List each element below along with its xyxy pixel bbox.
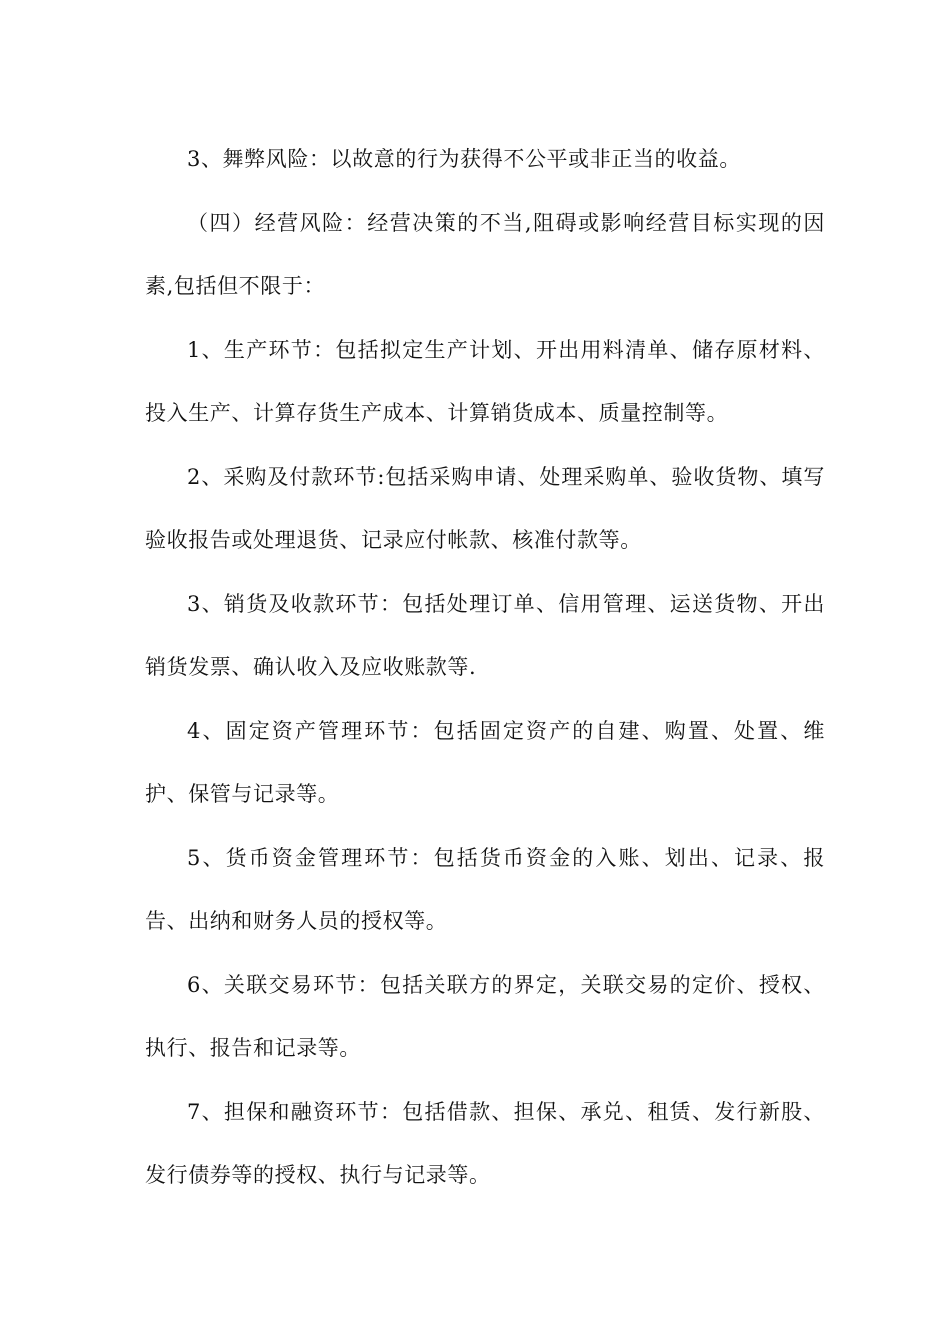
- paragraph-purchasing: 2、采购及付款环节:包括采购申请、处理采购单、验收货物、填写验收报告或处理退货、记录应付帐款、核准付款等。: [145, 464, 825, 552]
- paragraph-fixed-assets: 4、固定资产管理环节：包括固定资产的自建、购置、处置、维护、保管与记录等。: [145, 718, 825, 806]
- paragraph-guarantee-financing: 7、担保和融资环节：包括借款、担保、承兑、租赁、发行新股、发行债券等的授权、执行与记录等。: [145, 1099, 825, 1187]
- paragraph-related-transactions: 6、关联交易环节：包括关联方的界定，关联交易的定价、授权、执行、报告和记录等。: [145, 972, 825, 1060]
- paragraph-fraud-risk: 3、舞弊风险：以故意的行为获得不公平或非正当的收益。: [187, 147, 741, 171]
- paragraph-production: 1、生产环节：包括拟定生产计划、开出用料清单、储存原材料、投入生产、计算存货生产成本、计算销货成本、质量控制等。: [145, 337, 825, 425]
- document-body: [145, 128, 825, 1208]
- paragraph-monetary-funds: 5、货币资金管理环节：包括货币资金的入账、划出、记录、报告、出纳和财务人员的授权等。: [145, 845, 825, 933]
- paragraph-operating-risk: （四）经营风险：经营决策的不当,阻碍或影响经营目标实现的因素,包括但不限于：: [145, 210, 825, 298]
- paragraph-sales: 3、销货及收款环节：包括处理订单、信用管理、运送货物、开出销货发票、确认收入及应收账款等.: [145, 591, 825, 679]
